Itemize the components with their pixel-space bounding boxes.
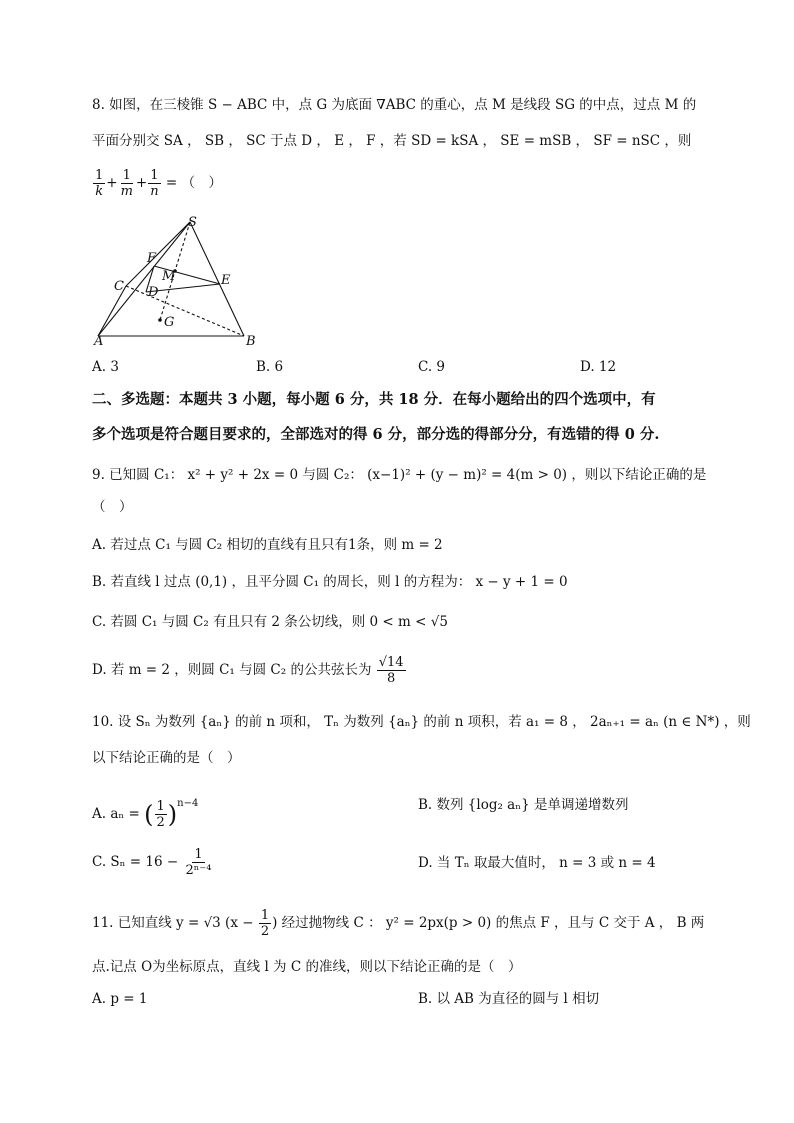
fraction-sqrt14-over-8: [377, 655, 406, 686]
fraction-1-over-n: [148, 168, 160, 199]
label-F: F: [147, 251, 157, 266]
denominator: 2ⁿ⁻⁴: [185, 863, 212, 878]
q11-option-a[interactable]: A. p = 1: [92, 991, 148, 1007]
fraction-1-over-2pow: [184, 847, 214, 878]
q11-stem-text-a: 11. 已知直线 y = √3 (x −: [92, 915, 254, 931]
q8-option-c[interactable]: C. 9: [418, 359, 446, 375]
q9-option-c[interactable]: C. 若圆 C₁ 与圆 C₂ 有且只有 2 条公切线，则 0 < m < √5: [92, 614, 448, 630]
q9-paren: （ ）: [92, 499, 133, 515]
q9-option-d-text: D. 若 m = 2 ，则圆 C₁ 与圆 C₂ 的公共弦长为: [92, 662, 372, 678]
exponent: n−4: [177, 798, 199, 809]
label-G: G: [164, 315, 175, 330]
label-D: D: [148, 285, 159, 300]
q8-option-b[interactable]: B. 6: [256, 359, 284, 375]
q8-stem-line2: 平面分别交 SA ， SB ， SC 于点 D ， E ， F ，若 SD = kSA ， SE = mSB ， SF = nSC ，则: [92, 133, 692, 149]
denominator: 2: [260, 924, 270, 939]
label-E: E: [221, 273, 231, 288]
denominator: k: [95, 184, 104, 199]
q8-stem-line1: 8. 如图，在三棱锥 S − ABC 中，点 G 为底面 ∇ABC 的重心，点 M 是线段 SG 的中点，过点 M 的: [92, 97, 697, 113]
section2-heading-line1: 二、多选题：本题共 3 小题，每小题 6 分，共 18 分．在每小题给出的四个选项中，有: [92, 391, 656, 408]
edge-SB: [190, 222, 244, 336]
label-C: C: [114, 279, 124, 294]
label-A: A: [94, 334, 104, 349]
label-S: S: [188, 215, 197, 230]
left-paren: (: [144, 800, 154, 829]
q10-option-b[interactable]: B. 数列 {log₂ aₙ} 是单调递增数列: [418, 797, 629, 813]
fraction-1-over-k: [93, 168, 105, 199]
fraction-1-over-2: [259, 908, 271, 939]
label-M: M: [162, 269, 176, 284]
q11-stem-line1: [92, 904, 704, 942]
right-paren: ): [167, 800, 178, 829]
denominator: 2: [156, 815, 165, 830]
q8-option-a[interactable]: A. 3: [92, 359, 119, 375]
denominator: m: [120, 184, 133, 199]
numerator: 1: [95, 168, 104, 183]
q9-stem: 9. 已知圆 C₁： x² + y² + 2x = 0 与圆 C₂： (x−1)² + (y − m)² = 4(m > 0) ，则以下结论正确的是: [92, 467, 707, 483]
denominator: 8: [387, 671, 396, 686]
numerator: 1: [156, 799, 165, 814]
q9-option-a[interactable]: A. 若过点 C₁ 与圆 C₂ 相切的直线有且只有1条，则 m = 2: [92, 537, 443, 553]
denominator: n: [150, 184, 159, 199]
expression-tail: = （ ）: [161, 175, 223, 191]
plus-sign: +: [135, 175, 148, 191]
numerator: 1: [122, 168, 131, 183]
q10-option-c[interactable]: [92, 843, 214, 881]
q10-stem-line1: 10. 设 Sₙ 为数列 {aₙ} 的前 n 项和， Tₙ 为数列 {aₙ} 的前 n 项积，若 a₁ = 8 ， 2aₙ₊₁ = aₙ (n ∈ N*) ，则: [92, 714, 751, 730]
q11-stem-text-b: ) 经过抛物线 C ： y² = 2px(p > 0) 的焦点 F ，且与 C 交于 A ， B 两: [272, 915, 705, 931]
q10-option-d[interactable]: D. 当 Tₙ 取最大值时， n = 3 或 n = 4: [418, 855, 656, 871]
edge-SA: [98, 222, 190, 336]
q8-expression: [92, 166, 222, 200]
q8-option-d[interactable]: D. 12: [580, 359, 617, 375]
q11-stem-line2: 点.记点 O为坐标原点，直线 l 为 C 的准线，则以下结论正确的是（ ）: [92, 959, 522, 975]
q10-option-a-text: A. aₙ =: [92, 806, 145, 822]
q10-stem-line2: 以下结论正确的是（ ）: [92, 750, 241, 766]
fraction-1-over-2: [155, 799, 167, 830]
section2-heading-line2: 多个选项是符合题目要求的，全部选对的得 6 分，部分选的得部分分，有选错的得 0 分.: [92, 426, 660, 443]
tetrahedron-figure: [92, 214, 272, 350]
q9-option-b[interactable]: B. 若直线 l 过点 (0,1) ，且平分圆 C₁ 的周长，则 l 的方程为： x − y + 1 = 0: [92, 574, 568, 590]
fraction-1-over-m: [119, 168, 135, 199]
numerator: 1: [194, 847, 203, 862]
edge-CB-hidden: [126, 286, 244, 336]
q9-option-d[interactable]: [92, 652, 407, 688]
label-B: B: [246, 334, 256, 349]
q11-option-b[interactable]: B. 以 AB 为直径的圆与 l 相切: [418, 991, 600, 1007]
q10-option-a[interactable]: [92, 785, 198, 834]
plus-sign: +: [106, 175, 118, 191]
numerator: 1: [150, 168, 159, 183]
q10-option-c-text: C. Sₙ = 16 −: [92, 854, 179, 870]
numerator: √14: [378, 655, 404, 670]
numerator: 1: [260, 908, 270, 923]
point-G: [158, 318, 162, 322]
